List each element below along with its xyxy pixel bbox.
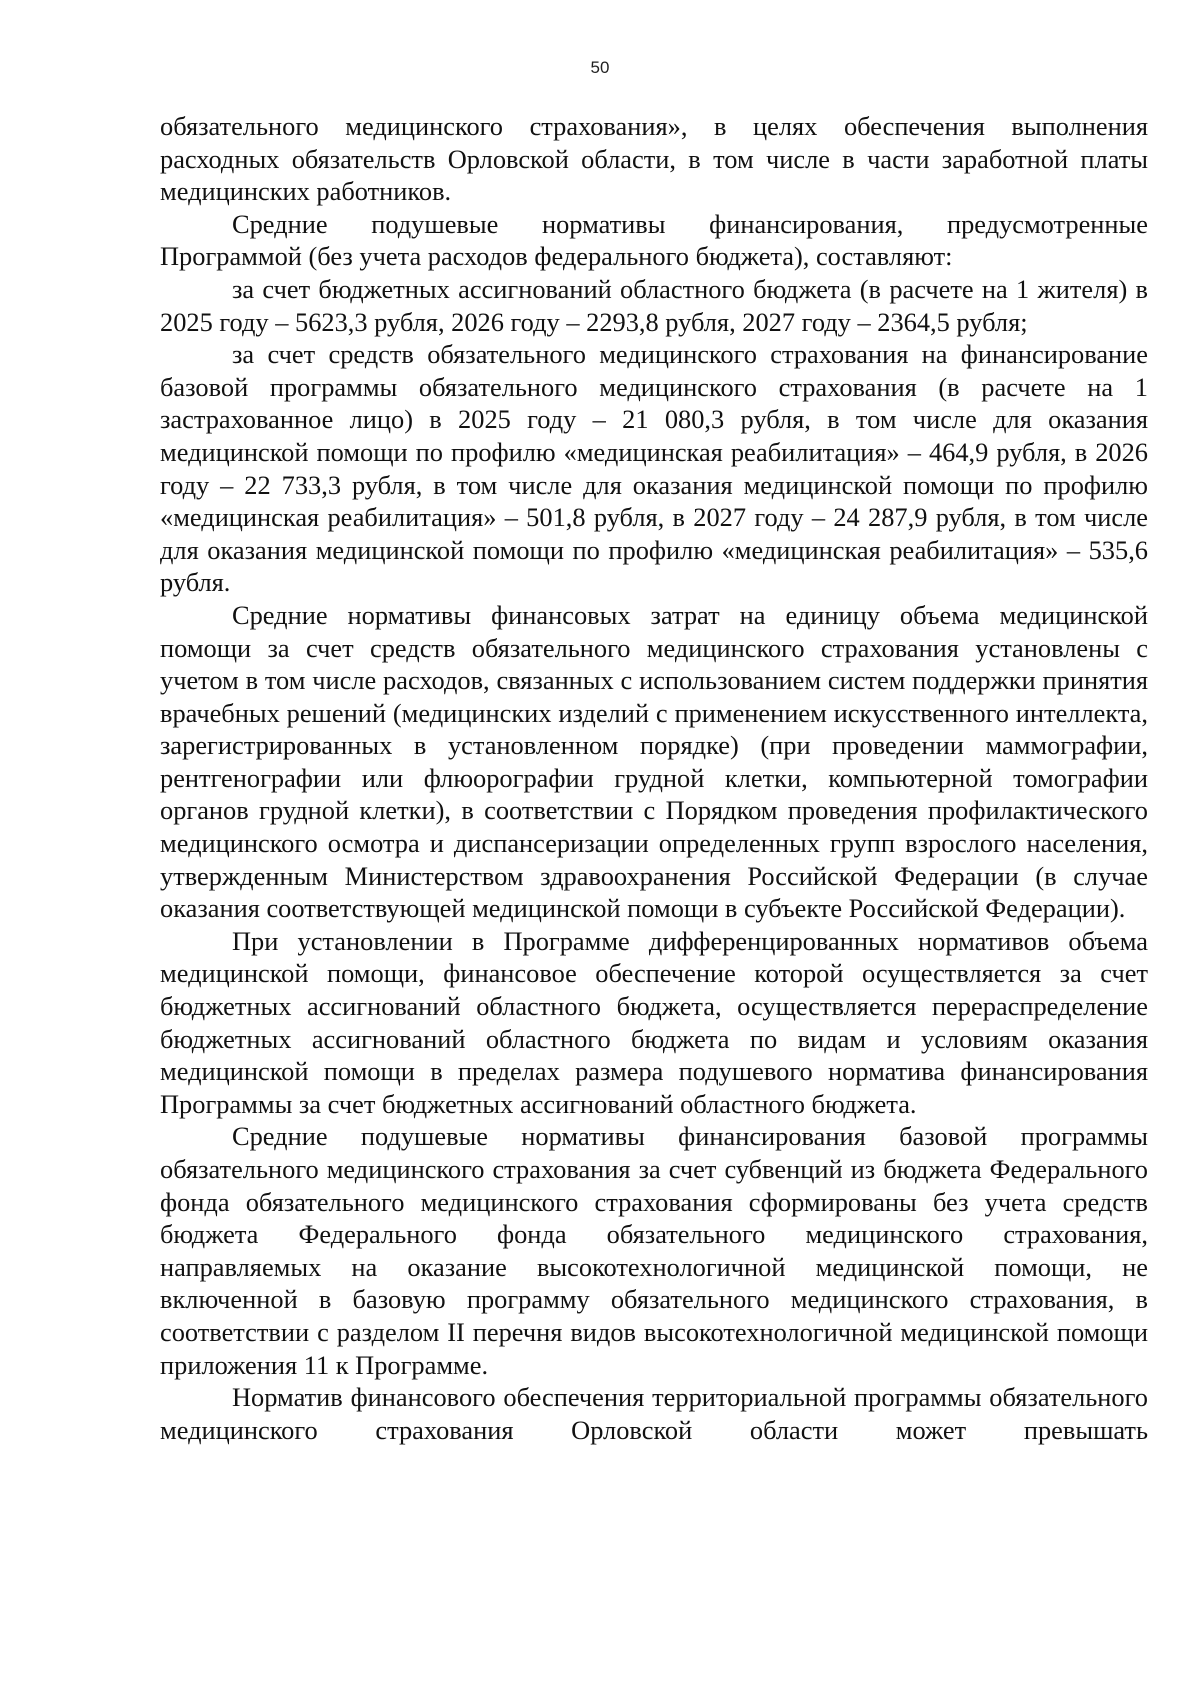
paragraph: за счет бюджетных ассигнований областного бюджета (в расчете на 1 жителя) в 2025 году – 5623,3 рубля, 2026 году – 2293,8 рубля, 2027 году – 2364,5 рубля; [160, 273, 1148, 337]
paragraph: за счет средств обязательного медицинского страхования на финансирование базовой программы обязательного медицинского страхования (в расчете на 1 застрахованное лицо) в 2025 году – 21 080,3 рубля, в том числе для оказания медицинской помощи по профилю «медицинская реабилитация» – 464,9 рубля, в 2026 году – 22 733,3 рубля, в том числе для оказания медицинской помощи по профилю «медицинская реабилитация» – 501,8 рубля, в 2027 году – 24 287,9 рубля, в том числе для оказания медицинской помощи по профилю «медицинская реабилитация» – 535,6 рубля. [160, 339, 1148, 598]
paragraph: обязательного медицинского страхования», в целях обеспечения выполнения расходных обязательств Орловской области, в том числе в части заработной платы медицинских работников. [160, 111, 1148, 207]
paragraph: Средние нормативы финансовых затрат на единицу объема медицинской помощи за счет средств обязательного медицинского страхования установлены с учетом в том числе расходов, связанных с использованием систем поддержки принятия врачебных решений (медицинских изделий с применением искусственного интеллекта, зарегистрированных в установленном порядке) (при проведении маммографии, рентгенографии или флюорографии грудной клетки, компьютерной томографии органов грудной клетки), в соответствии с Порядком проведения профилактического медицинского осмотра и диспансеризации определенных групп взрослого населения, утвержденным Министерством здравоохранения Российской Федерации (в случае оказания соответствующей медицинской помощи в субъекте Российской Федерации). [160, 599, 1148, 924]
paragraph: При установлении в Программе дифференцированных нормативов объема медицинской помощи, финансовое обеспечение которой осуществляется за счет бюджетных ассигнований областного бюджета, осуществляется перераспределение бюджетных ассигнований областного бюджета по видам и условиям оказания медицинской помощи в пределах размера подушевого норматива финансирования Программы за счет бюджетных ассигнований областного бюджета. [160, 925, 1148, 1119]
paragraph: Средние подушевые нормативы финансирования, предусмотренные Программой (без учета расходов федерального бюджета), составляют: [160, 208, 1148, 272]
paragraph: Средние подушевые нормативы финансирования базовой программы обязательного медицинского страхования за счет субвенций из бюджета Федерального фонда обязательного медицинского страхования сформированы без учета средств бюджета Федерального фонда обязательного медицинского страхования, направляемых на оказание высокотехнологичной медицинской помощи, не включенной в базовую программу обязательного медицинского страхования, в соответствии с разделом II перечня видов высокотехнологичной медицинской помощи приложения 11 к Программе. [160, 1121, 1148, 1380]
paragraph: Норматив финансового обеспечения территориальной программы обязательного медицинского страхования Орловской области может превышать [160, 1382, 1148, 1445]
page-number: 50 [590, 58, 610, 77]
document-body [160, 110, 1148, 1446]
